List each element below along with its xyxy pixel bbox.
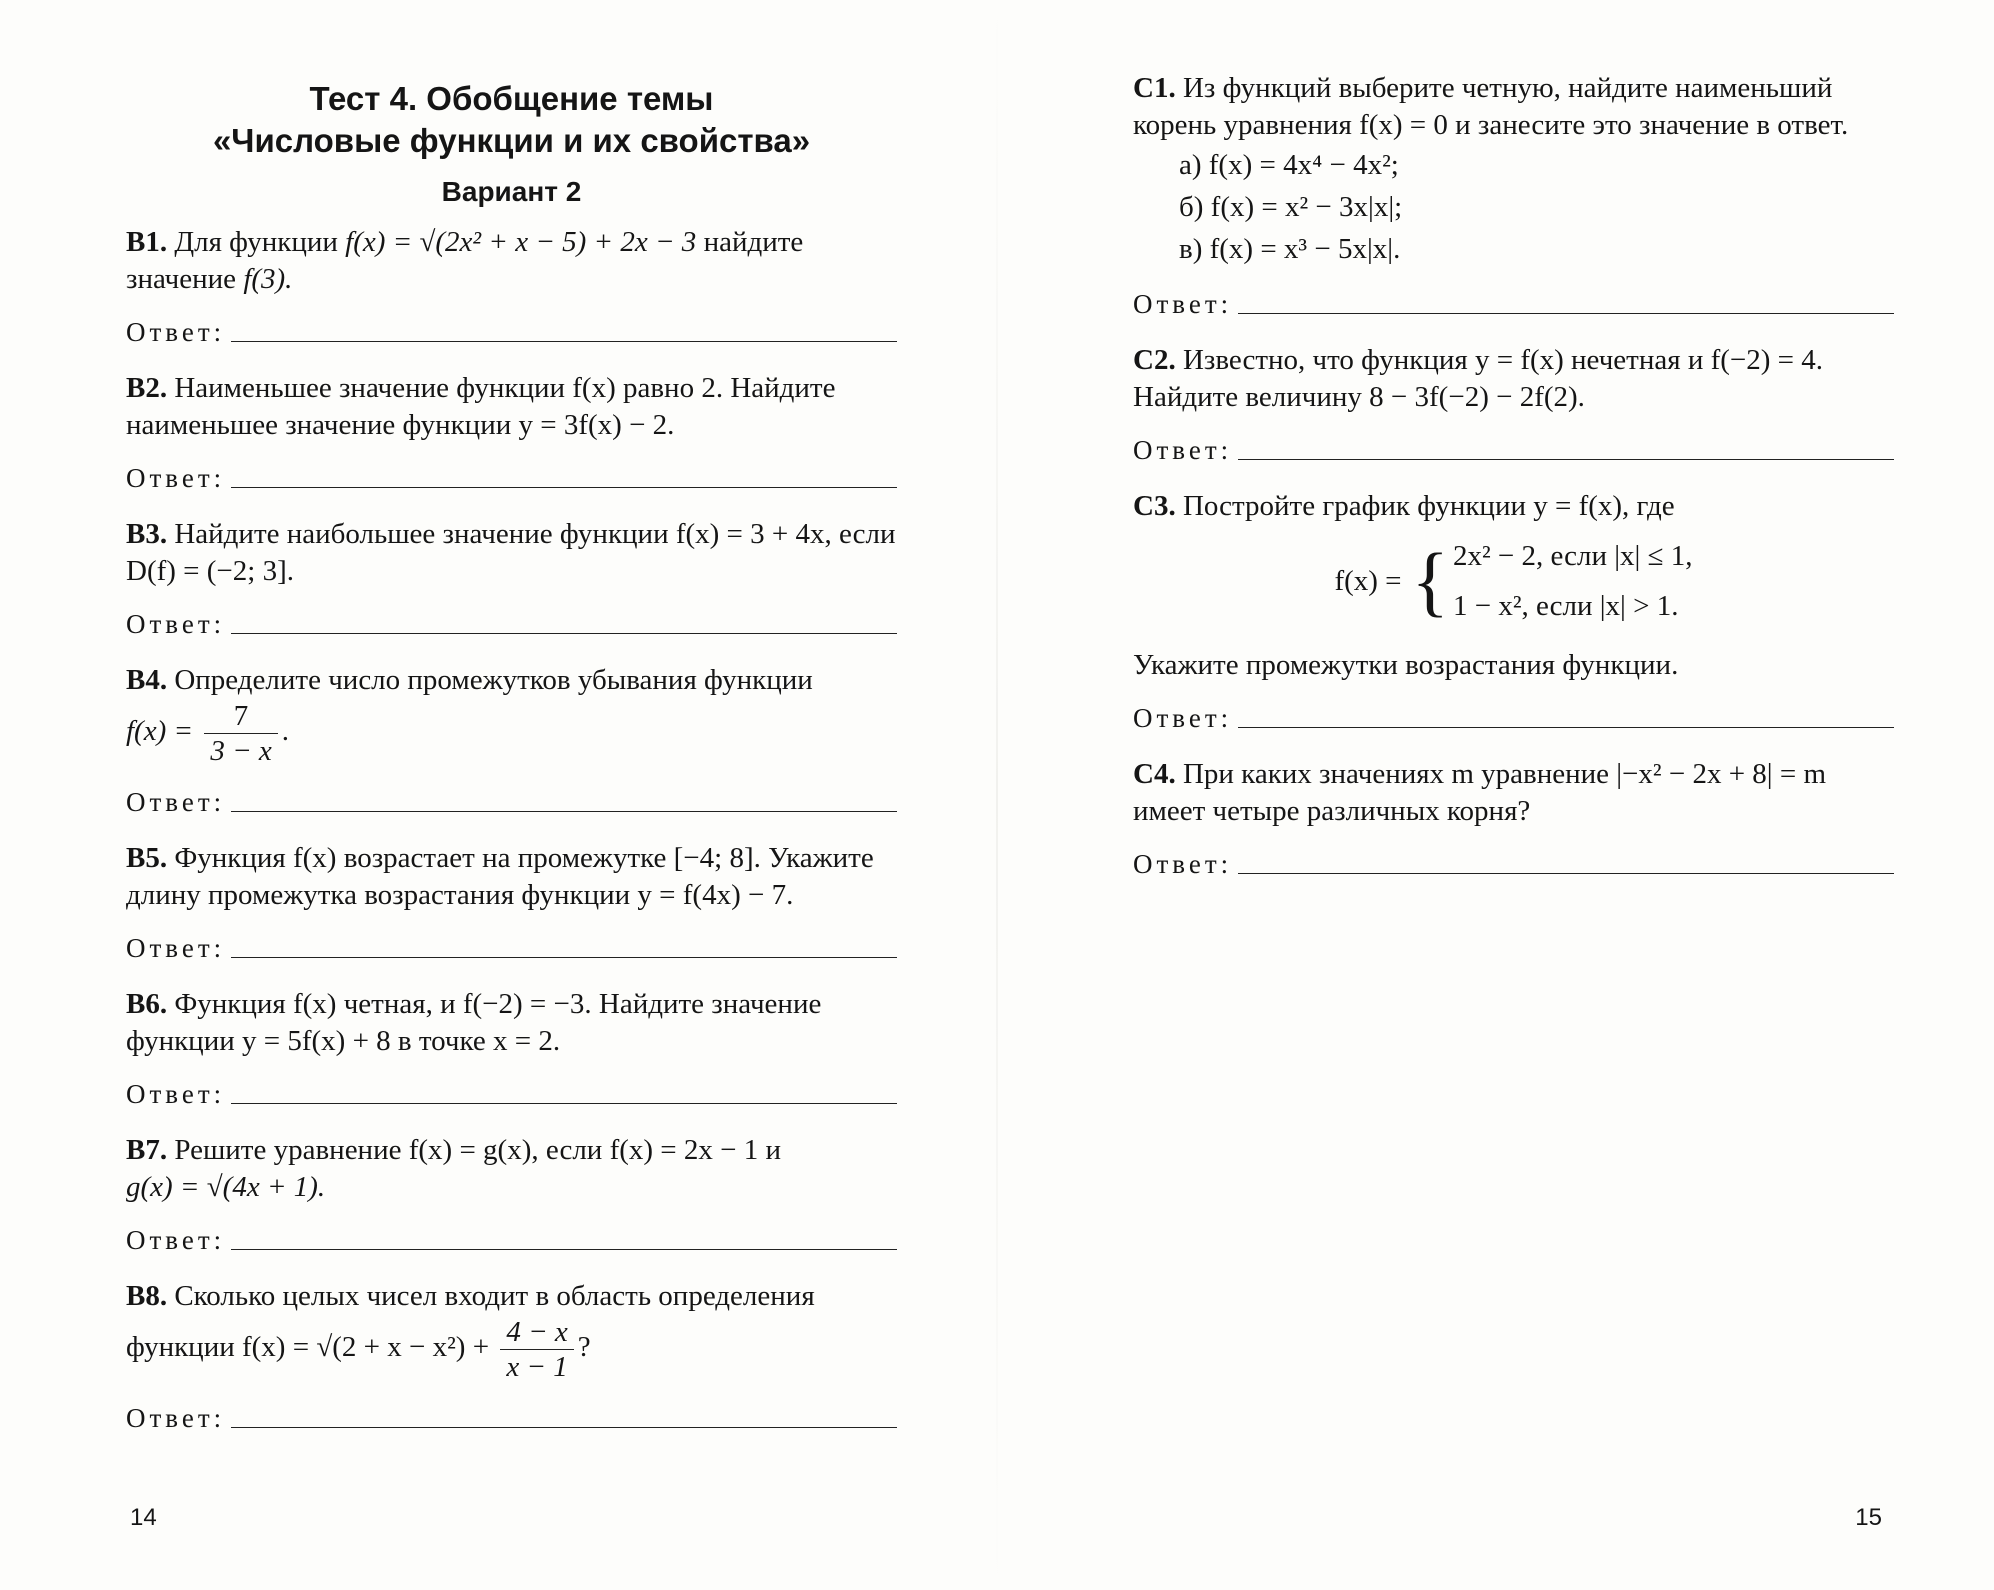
task-b1-text: [126, 224, 897, 298]
task-b7-text: [126, 1132, 897, 1206]
fraction-denominator: x − 1: [506, 1351, 568, 1383]
task-b2: [126, 370, 897, 494]
answer-line[interactable]: [231, 633, 897, 634]
task-c4-text: [1133, 756, 1894, 830]
task-b5-text: [126, 840, 897, 914]
option-item: в) f(x) = x³ − 5x|x|.: [1179, 233, 1401, 265]
task-b7: [126, 1132, 897, 1256]
answer-line[interactable]: [231, 487, 897, 488]
task-b4: [126, 662, 897, 818]
answer-field[interactable]: [126, 1212, 897, 1256]
answer-label: Ответ:: [126, 317, 226, 347]
page-title: [126, 78, 897, 162]
fraction: [500, 1315, 573, 1384]
answer-label: Ответ:: [1133, 289, 1233, 319]
task-b3: [126, 516, 897, 640]
task-text: Из функций выберите четную, найдите наименьший корень уравнения f(x) = 0 и занесите это значение в ответ.: [1133, 72, 1849, 141]
task-b6: [126, 986, 897, 1110]
answer-line[interactable]: [231, 957, 897, 958]
answer-label: Ответ:: [1133, 435, 1233, 465]
answer-label: Ответ:: [1133, 849, 1233, 879]
answer-field[interactable]: [126, 596, 897, 640]
task-c4: [1133, 756, 1894, 880]
variant-heading: Вариант 2: [441, 176, 582, 207]
task-number: С3.: [1133, 490, 1176, 522]
task-punct: ?: [577, 1331, 591, 1364]
fraction-numerator: 7: [204, 699, 277, 734]
task-b8: [126, 1278, 897, 1434]
task-b2-text: [126, 370, 897, 444]
task-c3: [1133, 488, 1894, 734]
page-number: 15: [1855, 1504, 1882, 1531]
piecewise-lhs: f(x) =: [1334, 564, 1402, 597]
task-number: В2.: [126, 372, 168, 404]
task-text: Функция f(x) возрастает на промежутке [−4; 8]. Укажите длину промежутка возрастания функции y = f(4x) − 7.: [126, 842, 874, 911]
answer-line[interactable]: [231, 811, 897, 812]
option-item: б) f(x) = x² − 3x|x|;: [1179, 191, 1403, 223]
task-b4-text: [126, 662, 897, 768]
task-c1-text: [1133, 70, 1894, 144]
task-text: Решите уравнение f(x) = g(x), если f(x) = 2x − 1 и: [174, 1134, 782, 1166]
answer-line[interactable]: [1238, 313, 1894, 314]
task-c2: [1133, 342, 1894, 466]
answer-line[interactable]: [231, 1103, 897, 1104]
answer-field[interactable]: [126, 450, 897, 494]
answer-line[interactable]: [1238, 727, 1894, 728]
task-text: найдите значение: [126, 226, 804, 295]
task-text: Определите число промежутков убывания функции: [174, 664, 813, 696]
answer-label: Ответ:: [1133, 703, 1233, 733]
answer-label: Ответ:: [126, 1079, 226, 1109]
answer-field[interactable]: [126, 304, 897, 348]
task-number: В1.: [126, 226, 168, 258]
task-formula: g(x) = √(4x + 1).: [126, 1171, 326, 1203]
answer-field[interactable]: [1133, 690, 1894, 734]
task-c3-text: [1133, 488, 1894, 525]
answer-label: Ответ:: [126, 1225, 226, 1255]
task-number: С2.: [1133, 344, 1176, 376]
answer-line[interactable]: [231, 1427, 897, 1428]
fraction-numerator: 4 − x: [500, 1315, 573, 1350]
task-b5: [126, 840, 897, 964]
page-number: 14: [130, 1504, 157, 1531]
task-text: Для функции: [174, 226, 338, 258]
task-number: В6.: [126, 988, 168, 1020]
task-b6-text: [126, 986, 897, 1060]
task-text: При каких значениях m уравнение |−x² − 2x + 8| = m имеет четыре различных корня?: [1133, 758, 1827, 827]
title-line-1: Тест 4. Обобщение темы: [309, 80, 714, 117]
answer-line[interactable]: [1238, 873, 1894, 874]
answer-label: Ответ:: [126, 609, 226, 639]
task-number: С4.: [1133, 758, 1176, 790]
answer-field[interactable]: [126, 920, 897, 964]
answer-field[interactable]: [126, 1390, 897, 1434]
task-b8-text: [126, 1278, 897, 1384]
task-formula: f(x) =: [126, 715, 194, 748]
piecewise-cases: [1453, 531, 1693, 631]
task-text: Найдите наибольшее значение функции f(x) = 3 + 4x, если D(f) = (−2; 3].: [126, 518, 896, 587]
task-text: Известно, что функция y = f(x) нечетная и f(−2) = 4. Найдите величину 8 − 3f(−2) − 2f(2).: [1133, 344, 1824, 413]
task-text: Укажите промежутки возрастания функции.: [1133, 649, 1679, 681]
task-number: В7.: [126, 1134, 168, 1166]
brace-icon: {: [1411, 537, 1449, 624]
answer-field[interactable]: [1133, 422, 1894, 466]
task-number: В8.: [126, 1280, 168, 1312]
task-text: Функция f(x) четная, и f(−2) = −3. Найдите значение функции y = 5f(x) + 8 в точке x = 2.: [126, 988, 822, 1057]
answer-label: Ответ:: [126, 787, 226, 817]
answer-field[interactable]: [1133, 276, 1894, 320]
task-number: С1.: [1133, 72, 1176, 104]
task-number: В5.: [126, 842, 168, 874]
answer-label: Ответ:: [126, 463, 226, 493]
answer-line[interactable]: [231, 1249, 897, 1250]
task-punct: .: [281, 715, 290, 748]
fraction-denominator: 3 − x: [210, 735, 272, 767]
answer-label: Ответ:: [126, 1403, 226, 1433]
answer-field[interactable]: [126, 774, 897, 818]
answer-line[interactable]: [231, 341, 897, 342]
task-text: Наименьшее значение функции f(x) равно 2. Найдите наименьшее значение функции y = 3f(x) − 2.: [126, 372, 836, 441]
task-formula: f(3).: [243, 263, 293, 295]
task-formula: функции f(x) = √(2 + x − x²) +: [126, 1331, 490, 1364]
options-list: [1179, 144, 1894, 270]
piecewise-function: [1133, 531, 1894, 631]
task-text: Сколько целых чисел входит в область определения: [174, 1280, 815, 1312]
answer-label: Ответ:: [126, 933, 226, 963]
task-number: В4.: [126, 664, 168, 696]
task-b1: [126, 224, 897, 348]
option-item: а) f(x) = 4x⁴ − 4x²;: [1179, 149, 1399, 181]
answer-line[interactable]: [1238, 459, 1894, 460]
right-page: [997, 0, 1994, 1590]
task-formula: f(x) = √(2x² + x − 5) + 2x − 3: [345, 226, 697, 258]
task-c2-text: [1133, 342, 1894, 416]
task-c1: [1133, 70, 1894, 320]
fraction: [204, 699, 277, 768]
answer-field[interactable]: [126, 1066, 897, 1110]
piecewise-case: 1 − x², если |x| > 1.: [1452, 590, 1679, 622]
piecewise-case: 2x² − 2, если |x| ≤ 1,: [1452, 540, 1693, 572]
task-number: В3.: [126, 518, 168, 550]
answer-field[interactable]: [1133, 836, 1894, 880]
task-text: Постройте график функции y = f(x), где: [1182, 490, 1675, 522]
task-b3-text: [126, 516, 897, 590]
title-line-2: «Числовые функции и их свойства»: [212, 122, 811, 159]
